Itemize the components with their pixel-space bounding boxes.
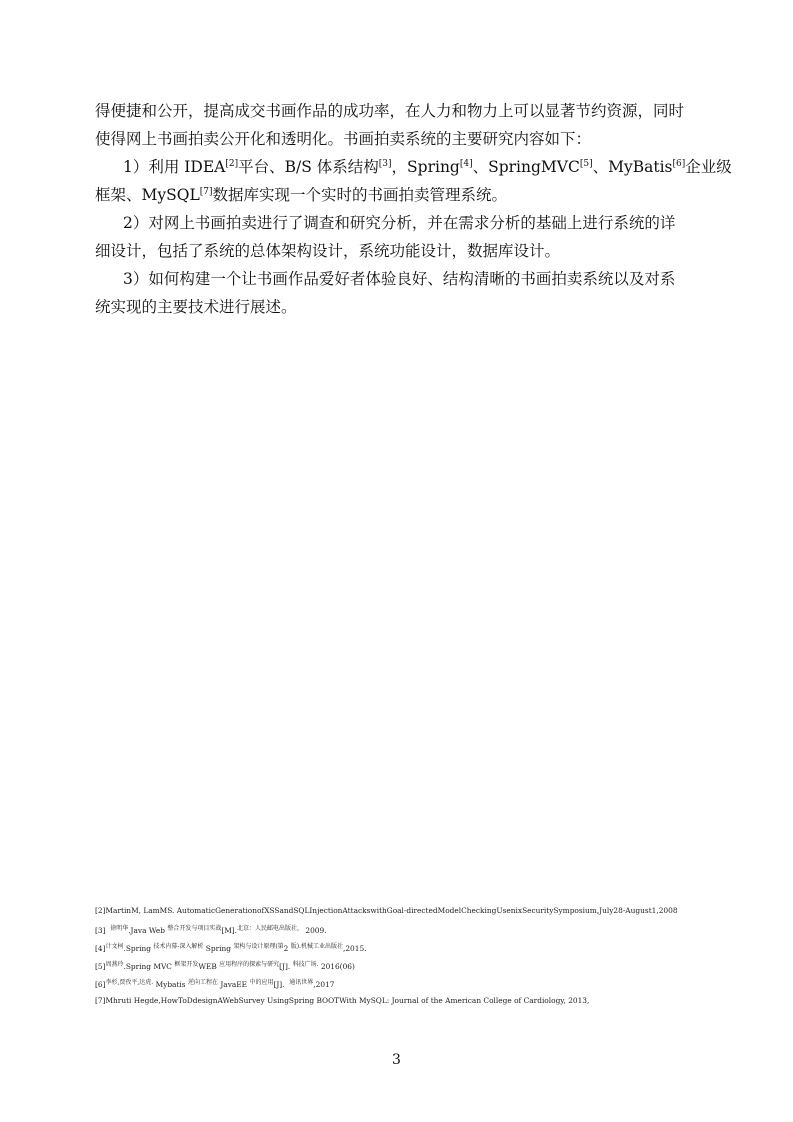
ref-text: 中的应用 [249,979,274,986]
ref-author: 李杉,贾孜平,达虎. [105,979,154,986]
reference-2: [2]MartinM, LamMS. AutomaticGenerationofXSSandSQLInjectionAttackswithGoal-directedModelCheckingUsenixSecuritySymposium,July28-August1,2008 [95,906,678,915]
ref-text: [J]. [273,980,285,989]
item-2-line-2: 细设计，包括了系统的总体架构设计，系统功能设计，数据库设计。 [95,242,561,260]
ref-text: WEB [198,962,217,971]
item-1-text: 企业级 [685,158,732,176]
reference-4 [95,942,715,960]
item-1-text: 数据库实现一个实时的书画拍卖管理系统。 [212,186,508,204]
ref-text: 应用程序的探索与研究 [219,961,280,968]
ref-text: 通讯世界 [289,979,314,986]
ref-text: [J]. [279,962,291,971]
ref-text: 架构与设计原理(第 [233,943,284,950]
reference-6 [95,978,715,996]
item-1-line-2 [95,181,699,209]
ref-text: Spring [205,944,231,953]
ref-author: 周燕玲 [105,961,124,968]
ref-text: [M]. [221,926,238,935]
ref-text: Mybatis [155,980,186,989]
item-1-text: 框架、MySQL [95,186,200,204]
ref-num: [5] [95,962,106,971]
item-3-line-1: 3）如何构建一个让书画作品爱好者体验良好、结构清晰的书画拍卖系统以及对系 [123,270,676,288]
ref-year: ,2017 [313,980,335,989]
item-3-line-2: 统实现的主要技术进行展述。 [95,298,297,316]
item-1-text: ，Spring [391,158,460,176]
item-1-line-1 [95,153,732,181]
ref-author: 徐明华 [110,925,129,932]
footnote-references [95,906,715,1014]
ref-author: 计文柯 [105,943,124,950]
body-text [95,97,732,321]
citation-3: [3] [378,159,392,169]
ref-text: .Spring [123,944,152,953]
page-number: 3 [392,1052,401,1068]
citation-5: [5] [579,159,593,169]
ref-num: [4] [95,944,106,953]
citation-2: [2] [225,159,239,169]
ref-year: 2009. [305,926,327,935]
ref-year: ,2015. [343,944,367,953]
ref-text: .Java Web [128,926,165,935]
ref-num: [6] [95,980,106,989]
item-1-text: 平台、B/S 体系结构 [238,158,379,176]
ref-text: 框架开发 [174,961,199,968]
ref-text: 机械工业出版社 [300,943,343,950]
reference-3 [95,924,715,942]
reference-7: [7]Mhruti Hegde,HowToDdesignAWebSurvey UsingSpring BOOTWith MySQL: Journal of the American College of Cardiology, 2013, [95,996,590,1005]
citation-6: [6] [672,159,686,169]
ref-text: 北京：人民邮电出版社， [237,925,304,932]
citation-7: [7] [199,187,213,197]
item-2-line-1: 2）对网上书画拍卖进行了调查和研究分析，并在需求分析的基础上进行系统的详 [123,214,676,232]
item-1-text: 、MyBatis [592,158,673,176]
ref-num: [3] [95,926,106,935]
intro-line-2: 使得网上书画拍卖公开化和透明化。书画拍卖系统的主要研究内容如下： [95,130,592,148]
ref-text: .Spring MVC [123,962,172,971]
reference-5 [95,960,715,978]
ref-text: 整合开发与项目实战 [167,925,222,932]
ref-text: 版). [290,943,301,950]
item-1-text: 1）利用 IDEA [123,158,226,176]
item-1-text: 、SpringMVC [472,158,580,176]
ref-text: 逆向工程在 [187,979,218,986]
ref-text: 科技广场. [292,961,319,968]
citation-4: [4] [459,159,473,169]
ref-text: 2 [283,944,289,953]
ref-year: 2016(06) [320,962,355,971]
ref-text: JavaEE [220,980,248,989]
ref-text: 技术内幕-深入解析 [153,943,204,950]
intro-line-1: 得便捷和公开，提高成交书画作品的成功率，在人力和物力上可以显著节约资源，同时 [95,102,685,120]
